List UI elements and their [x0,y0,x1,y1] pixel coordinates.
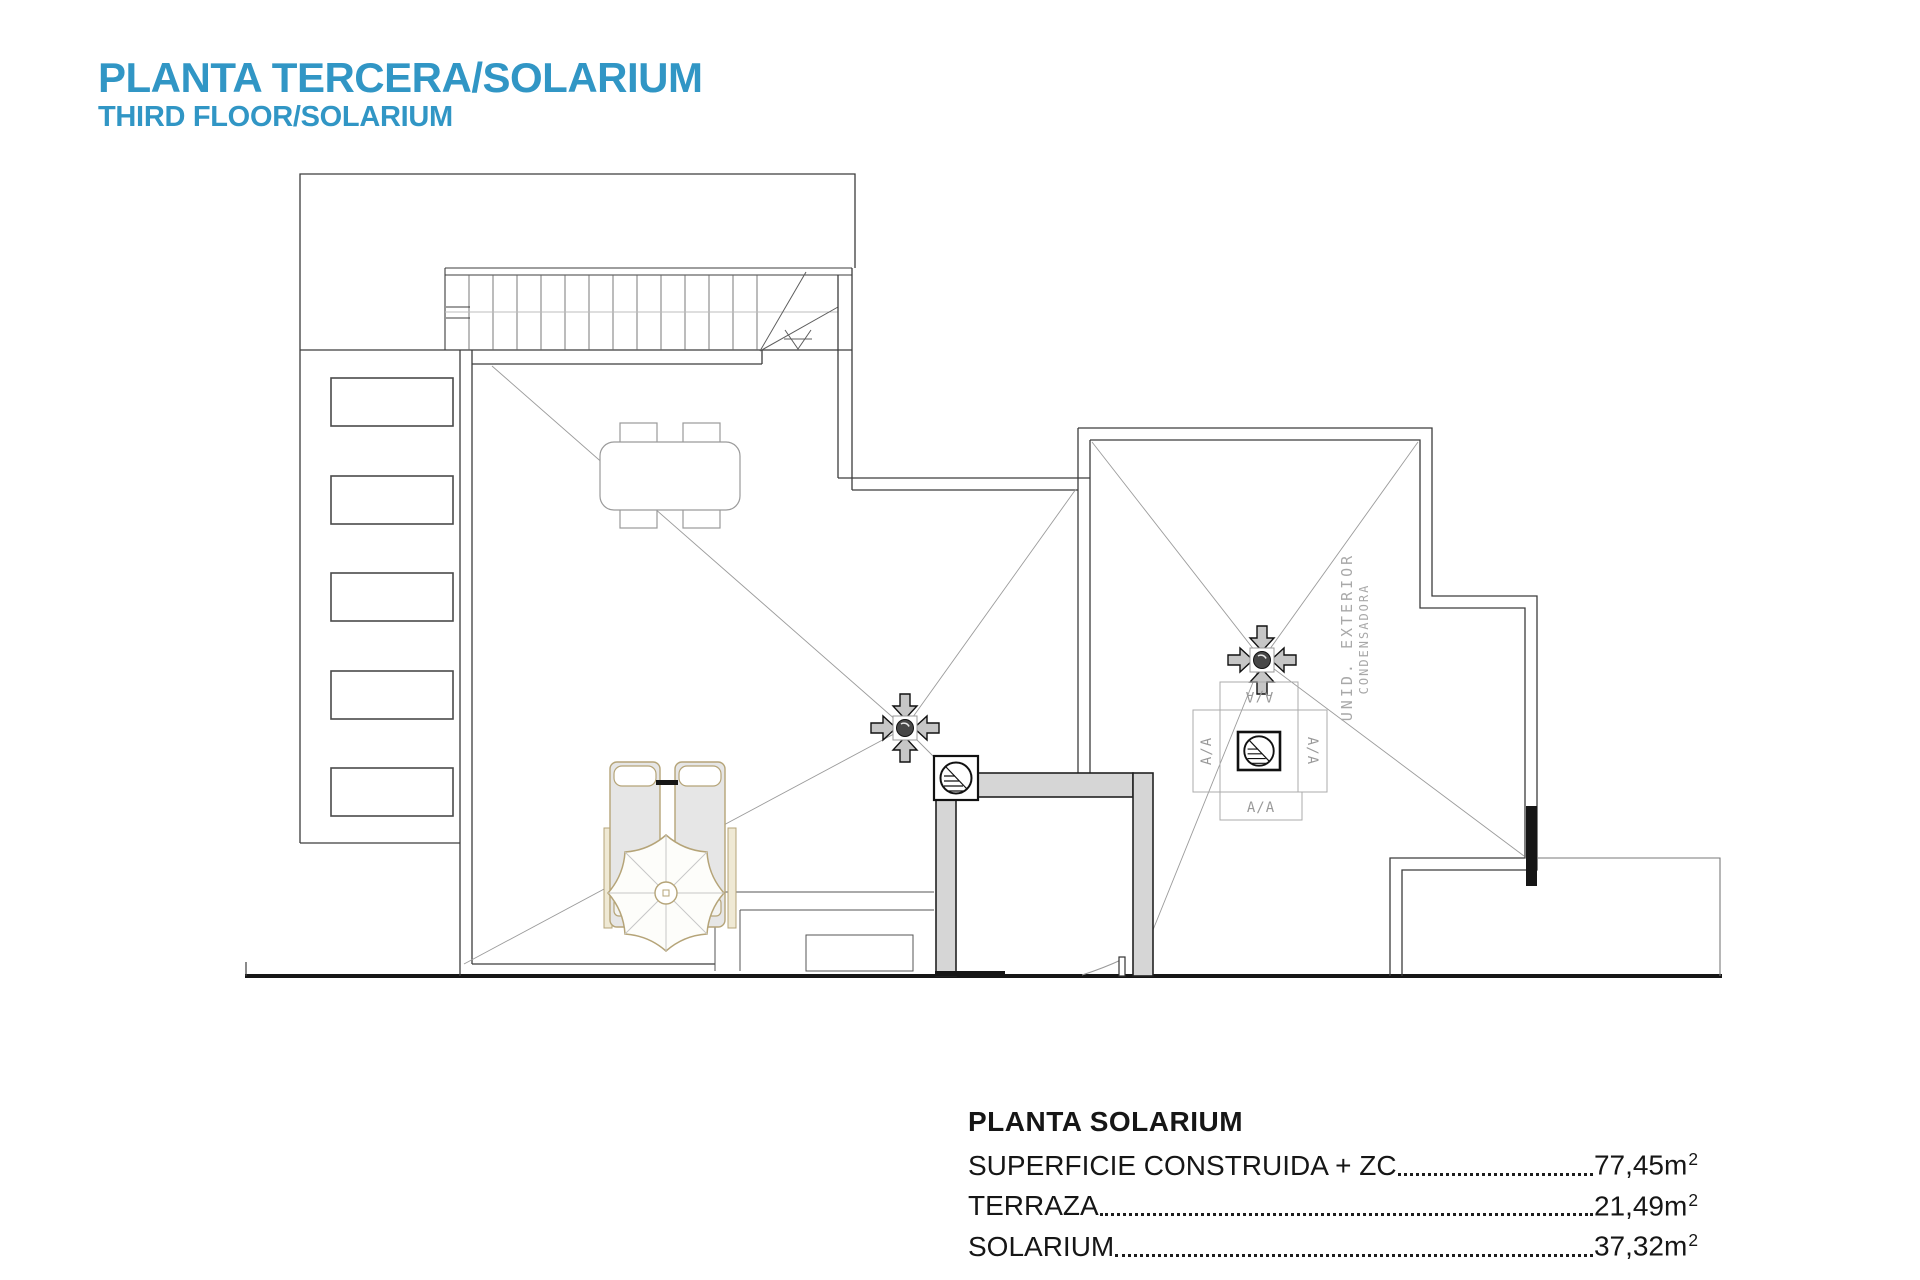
area-value: $21,49m^2$ [1593,1189,1698,1222]
vent-box [934,756,978,800]
dot-leader [1398,1173,1593,1176]
door-leaf [1119,957,1125,976]
area-label: TERRAZA [968,1190,1099,1222]
pergola-openings [331,378,453,816]
stair-direction-arrow [760,272,838,351]
area-schedule [968,1104,1698,1264]
page-title: PLANTA TERCERA/SOLARIUM [98,54,703,101]
area-row-solarium [968,1223,1698,1264]
ac-label-top: A/A [1244,688,1274,704]
dot-leader [1100,1213,1593,1216]
area-schedule-title: PLANTA SOLARIUM [968,1106,1244,1137]
area-row-terraza [968,1183,1698,1224]
ac-label-right: A/A [1304,736,1320,766]
ac-condenser-unit [1193,553,1371,820]
staircase [445,268,852,351]
dot-leader [1115,1254,1593,1257]
page-subtitle: THIRD FLOOR/SOLARIUM [98,101,453,133]
ac-label-bottom: A/A [1246,800,1276,816]
terrace-steps [715,892,934,971]
parasol [608,835,724,951]
dining-table-set [600,423,740,528]
area-label: SUPERFICIE CONSTRUIDA + ZC [968,1149,1397,1181]
pergola-opening [331,768,453,816]
table [600,442,740,510]
pergola-opening [331,476,453,524]
area-value: $37,32m^2$ [1593,1230,1698,1262]
door-swing-arc [1082,959,1123,975]
ac-unit-label-line1: UNID. EXTERIOR [1338,552,1356,722]
threshold [935,971,1005,976]
ac-unit-label-line2: CONDENSADORA [1357,583,1371,695]
drain-symbol-right [1228,626,1296,694]
elevator-shaft [934,756,1153,976]
pergola-opening [331,573,453,621]
area-value: $77,45m^2$ [1593,1149,1698,1181]
ac-label-left: A/A [1199,736,1215,766]
pergola-opening [331,378,453,426]
pergola-opening [331,671,453,719]
area-row-superficie [968,1142,1698,1183]
area-label: SOLARIUM [968,1230,1115,1262]
lower-roof-outline [1537,858,1720,976]
wall-section-mark [1526,806,1537,886]
